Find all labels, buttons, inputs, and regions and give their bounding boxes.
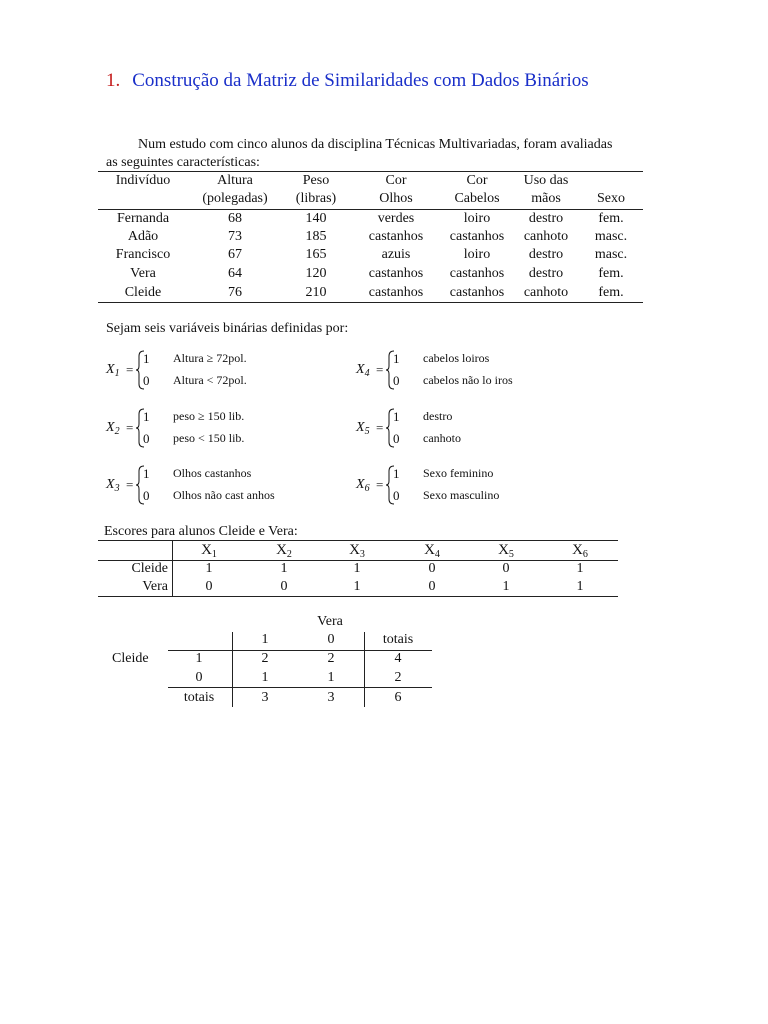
table-header-cell: Uso das: [523, 173, 569, 188]
definition-one: cabelos loiros: [423, 351, 490, 365]
scores-header-index: 4: [434, 549, 440, 560]
variable-subscript: 3: [114, 483, 120, 494]
definition-zero: Olhos não cast anhos: [173, 488, 275, 502]
table-cell: canhoto: [523, 229, 569, 244]
equals-sign: =: [376, 362, 384, 377]
table-header-cell: mãos: [531, 191, 561, 206]
scores-cell: 1: [353, 561, 361, 576]
scores-row-name: Cleide: [131, 561, 168, 576]
definition-zero: canhoto: [423, 431, 461, 445]
variable-subscript: 6: [364, 483, 370, 494]
equals-sign: =: [126, 477, 134, 492]
scores-header-letter: X: [498, 542, 509, 558]
contingency-col-header: totais: [382, 632, 414, 647]
value-zero: 0: [143, 431, 150, 446]
value-zero: 0: [393, 373, 400, 388]
variable-subscript: 1: [114, 368, 120, 379]
table-cell: destro: [528, 247, 564, 262]
scores-header-index: 5: [508, 549, 514, 560]
contingency-vline-2: [364, 632, 365, 707]
contingency-col-header: 0: [327, 632, 335, 647]
table-cell: 140: [305, 211, 327, 226]
table-cell: masc.: [594, 247, 628, 262]
table-cell: azuis: [381, 247, 411, 262]
scores-header-letter: X: [572, 542, 583, 558]
contingency-cell: 1: [261, 670, 269, 685]
variable-letter: X: [106, 477, 115, 492]
table-cell: fem.: [598, 211, 624, 226]
definition-zero: cabelos não lo iros: [423, 373, 513, 387]
scores-cell: 0: [205, 579, 213, 594]
equals-sign: =: [126, 420, 134, 435]
table-header-cell: Olhos: [379, 191, 413, 206]
table-cell: 120: [305, 266, 327, 281]
contingency-cell: 2: [261, 651, 269, 666]
variable-letter: X: [356, 420, 365, 435]
table-row-name: Cleide: [124, 285, 162, 300]
definition-zero: peso < 150 lib.: [173, 431, 245, 445]
scores-header-index: 1: [211, 549, 217, 560]
variable-subscript: 5: [364, 426, 370, 437]
contingency-cell: 3: [261, 690, 269, 705]
value-one: 1: [143, 409, 150, 424]
contingency-cell: 2: [327, 651, 335, 666]
table-cell: castanhos: [449, 285, 505, 300]
scores-header-letter: X: [276, 542, 287, 558]
intro-line-1: Num estudo com cinco alunos da disciplina Técnicas Multivariadas, foram avaliadas: [138, 137, 613, 152]
scores-intro: Escores para alunos Cleide e Vera:: [104, 524, 298, 539]
contingency-cell: 4: [394, 651, 402, 666]
scores-header-index: 6: [582, 549, 588, 560]
table-cell: fem.: [598, 285, 624, 300]
table-cell: fem.: [598, 266, 624, 281]
scores-cell: 0: [428, 561, 436, 576]
contingency-cell: 2: [394, 670, 402, 685]
table-cell: 64: [228, 266, 242, 281]
contingency-row-label: totais: [183, 690, 215, 705]
scores-cell: 0: [280, 579, 288, 594]
scores-row-name: Vera: [142, 579, 168, 594]
equals-sign: =: [376, 477, 384, 492]
value-zero: 0: [143, 488, 150, 503]
variable-letter: X: [106, 420, 115, 435]
table-cell: 165: [305, 247, 327, 262]
scores-header-letter: X: [424, 542, 435, 558]
section-title-text: Construção da Matriz de Similaridades com Dados Binários: [132, 70, 589, 91]
contingency-cell: 1: [327, 670, 335, 685]
table-row-name: Fernanda: [116, 211, 170, 226]
contingency-col-header: 1: [261, 632, 269, 647]
intro-line-2: as seguintes características:: [106, 155, 260, 170]
scores-header-letter: X: [349, 542, 360, 558]
definition-one: destro: [423, 409, 453, 423]
variable-letter: X: [356, 362, 365, 377]
equals-sign: =: [126, 362, 134, 377]
value-one: 1: [143, 466, 150, 481]
table-cell: 67: [228, 247, 242, 262]
table-header-cell: Cabelos: [454, 191, 500, 206]
definition-one: Altura ≥ 72pol.: [173, 351, 247, 365]
row-title: Cleide: [112, 651, 149, 666]
definition-one: Olhos castanhos: [173, 466, 252, 480]
scores-cell: 1: [576, 579, 584, 594]
table-cell: destro: [528, 211, 564, 226]
table-cell: destro: [528, 266, 564, 281]
table-cell: canhoto: [523, 285, 569, 300]
table-row-name: Vera: [130, 266, 156, 281]
value-zero: 0: [143, 373, 150, 388]
variable-letter: X: [106, 362, 115, 377]
table-cell: 185: [305, 229, 327, 244]
table-cell: loiro: [463, 247, 491, 262]
table-cell: castanhos: [368, 285, 424, 300]
table-cell: 210: [305, 285, 327, 300]
table-cell: castanhos: [368, 229, 424, 244]
variable-subscript: 4: [364, 368, 370, 379]
definition-one: peso ≥ 150 lib.: [173, 409, 245, 423]
table-cell: verdes: [377, 211, 415, 226]
table-header-cell: Cor: [466, 173, 488, 188]
value-one: 1: [393, 466, 400, 481]
scores-cell: 1: [205, 561, 213, 576]
contingency-row-label: 1: [195, 651, 203, 666]
value-zero: 0: [393, 431, 400, 446]
table-cell: castanhos: [368, 266, 424, 281]
table-header-cell: (libras): [295, 191, 337, 206]
section-number: 1.: [106, 70, 121, 91]
scores-header-index: 3: [359, 549, 365, 560]
scores-cell: 1: [576, 561, 584, 576]
definition-zero: Sexo masculino: [423, 488, 500, 502]
value-one: 1: [393, 409, 400, 424]
equals-sign: =: [376, 420, 384, 435]
col-title: Vera: [317, 614, 343, 629]
table-row-name: Adão: [127, 229, 159, 244]
scores-cell: 1: [280, 561, 288, 576]
table-cell: 68: [228, 211, 242, 226]
table-row-name: Francisco: [115, 247, 171, 262]
value-zero: 0: [393, 488, 400, 503]
table-cell: loiro: [463, 211, 491, 226]
scores-header-index: 2: [286, 549, 292, 560]
contingency-hline-2: [168, 687, 432, 688]
table-header-cell: Altura: [217, 173, 253, 188]
table-cell: 76: [228, 285, 242, 300]
contingency-cell: 3: [327, 690, 335, 705]
table-cell: 73: [228, 229, 242, 244]
variable-letter: X: [356, 477, 365, 492]
definition-one: Sexo feminino: [423, 466, 494, 480]
definition-zero: Altura < 72pol.: [173, 373, 247, 387]
scores-cell: 0: [428, 579, 436, 594]
scores-cell: 0: [502, 561, 510, 576]
table-header-cell: Cor: [385, 173, 407, 188]
table-header-cell: (polegadas): [202, 191, 268, 206]
value-one: 1: [143, 351, 150, 366]
contingency-row-label: 0: [195, 670, 203, 685]
variables-intro: Sejam seis variáveis binárias definidas por:: [106, 321, 349, 336]
scores-header-letter: X: [201, 542, 212, 558]
value-one: 1: [393, 351, 400, 366]
table-cell: castanhos: [449, 229, 505, 244]
variable-subscript: 2: [114, 426, 120, 437]
table-cell: castanhos: [449, 266, 505, 281]
table-header-cell: Sexo: [597, 191, 625, 206]
scores-cell: 1: [353, 579, 361, 594]
table-header-cell: Peso: [302, 173, 330, 188]
scores-cell: 1: [502, 579, 510, 594]
contingency-vline-1: [232, 632, 233, 707]
table-cell: masc.: [594, 229, 628, 244]
table-header-cell: Indivíduo: [115, 173, 171, 188]
contingency-cell: 6: [394, 690, 402, 705]
